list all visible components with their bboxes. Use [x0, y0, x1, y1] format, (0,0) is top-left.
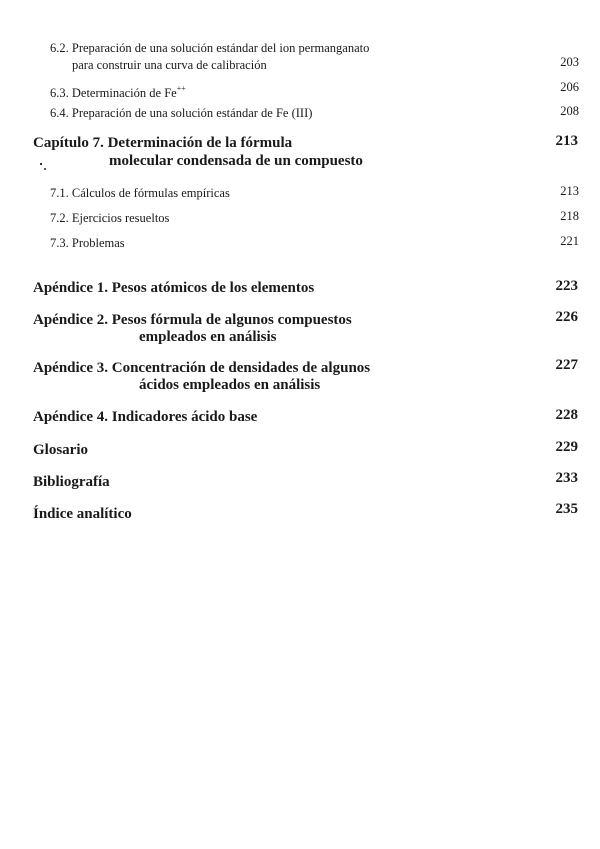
toc-appendix-title: Apéndice 4. Indicadores ácido base — [33, 409, 258, 425]
toc-section-title: Índice analítico — [33, 506, 132, 522]
toc-section-title: Glosario — [33, 442, 88, 458]
superscript-charge: ++ — [176, 84, 186, 93]
toc-section-title: Bibliografía — [33, 474, 110, 490]
toc-page-number: 235 — [555, 501, 578, 517]
toc-chapter-title: Capítulo 7. Determinación de la fórmula — [33, 135, 293, 151]
toc-entry-title: 7.2. Ejercicios resueltos — [50, 211, 170, 225]
toc-appendix-title: Apéndice 3. Concentración de densidades de algunos — [33, 360, 371, 376]
toc-entry-title: 6.2. Preparación de una solución estándar del ion permanganato — [50, 41, 370, 55]
scan-speck — [44, 168, 46, 170]
toc-page-number: 227 — [555, 357, 578, 373]
toc-page-number: 208 — [560, 104, 579, 118]
toc-entry-title-continued: para construir una curva de calibración — [72, 58, 267, 72]
toc-appendix-title-continued: ácidos empleados en análisis — [139, 377, 321, 393]
toc-page-number: 228 — [555, 407, 578, 423]
toc-page-number: 233 — [555, 470, 578, 486]
toc-page-number: 226 — [555, 309, 578, 325]
toc-entry-title: 6.4. Preparación de una solución estándar de Fe (III) — [50, 106, 313, 120]
toc-entry-title: 6.3. Determinación de Fe++ — [50, 84, 186, 100]
toc-page-number: 213 — [560, 184, 579, 198]
toc-page-number: 229 — [555, 439, 578, 455]
toc-entry-title: 7.1. Cálculos de fórmulas empíricas — [50, 186, 230, 200]
toc-page-number: 213 — [555, 133, 578, 149]
scan-speck — [40, 163, 42, 165]
toc-appendix-title: Apéndice 1. Pesos atómicos de los elementos — [33, 280, 315, 296]
toc-chapter-title-continued: molecular condensada de un compuesto — [109, 153, 363, 169]
toc-appendix-title-continued: empleados en análisis — [139, 329, 277, 345]
toc-page-number: 223 — [555, 278, 578, 294]
toc-page-number: 203 — [560, 55, 579, 69]
toc-entry-title: 7.3. Problemas — [50, 236, 125, 250]
toc-appendix-title: Apéndice 2. Pesos fórmula de algunos compuestos — [33, 312, 352, 328]
toc-page-number: 221 — [560, 234, 579, 248]
toc-page-number: 218 — [560, 209, 579, 223]
toc-page-number: 206 — [560, 80, 579, 94]
